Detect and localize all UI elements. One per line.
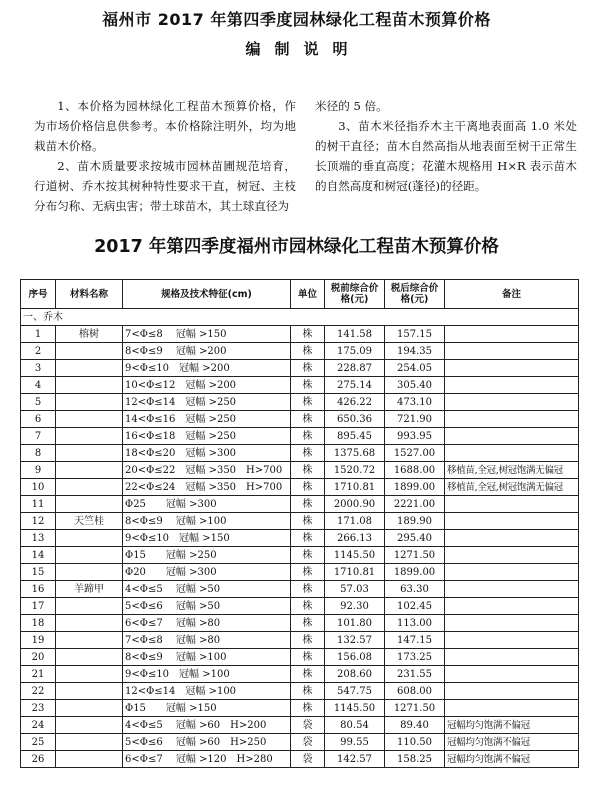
cell-pre-tax-price: 175.09 — [325, 343, 385, 360]
cell-material-name: 羊蹄甲 — [56, 581, 123, 598]
cell-note — [445, 632, 579, 649]
cell-no: 26 — [21, 751, 56, 768]
cell-note — [445, 700, 579, 717]
table-row — [21, 564, 579, 581]
cell-material-name — [56, 530, 123, 547]
header-pre-tax-price: 税前综合价格(元) — [325, 280, 385, 309]
cell-spec: 22<Φ≤24 冠幅 >350 H>700 — [123, 479, 291, 496]
header-no: 序号 — [21, 280, 56, 309]
table-row — [21, 428, 579, 445]
cell-material-name — [56, 394, 123, 411]
cell-pre-tax-price: 650.36 — [325, 411, 385, 428]
table-row — [21, 530, 579, 547]
table-row — [21, 649, 579, 666]
cell-note — [445, 326, 579, 343]
cell-spec: 5<Φ≤6 冠幅 >50 — [123, 598, 291, 615]
cell-unit: 株 — [291, 411, 325, 428]
cell-post-tax-price: 89.40 — [385, 717, 445, 734]
table-row — [21, 581, 579, 598]
cell-pre-tax-price: 142.57 — [325, 751, 385, 768]
cell-spec: 16<Φ≤18 冠幅 >250 — [123, 428, 291, 445]
cell-spec: 18<Φ≤20 冠幅 >300 — [123, 445, 291, 462]
cell-post-tax-price: 2221.00 — [385, 496, 445, 513]
cell-material-name — [56, 343, 123, 360]
cell-no: 5 — [21, 394, 56, 411]
cell-post-tax-price: 113.00 — [385, 615, 445, 632]
table-row — [21, 513, 579, 530]
cell-no: 20 — [21, 649, 56, 666]
cell-no: 22 — [21, 683, 56, 700]
cell-note — [445, 377, 579, 394]
cell-unit: 株 — [291, 564, 325, 581]
cell-note — [445, 581, 579, 598]
cell-material-name — [56, 547, 123, 564]
cell-no: 12 — [21, 513, 56, 530]
cell-no: 2 — [21, 343, 56, 360]
header-name: 材料名称 — [56, 280, 123, 309]
cell-note — [445, 428, 579, 445]
table-row — [21, 666, 579, 683]
cell-spec: Φ15 冠幅 >250 — [123, 547, 291, 564]
cell-note — [445, 394, 579, 411]
cell-unit: 株 — [291, 530, 325, 547]
notes-right-column — [315, 96, 577, 196]
cell-material-name — [56, 462, 123, 479]
cell-material-name — [56, 411, 123, 428]
document-title: 福州市 2017 年第四季度园林绿化工程苗木预算价格 — [102, 10, 491, 29]
cell-material-name — [56, 700, 123, 717]
table-row — [21, 598, 579, 615]
cell-pre-tax-price: 1710.81 — [325, 564, 385, 581]
cell-unit: 株 — [291, 547, 325, 564]
cell-unit: 株 — [291, 666, 325, 683]
cell-no: 14 — [21, 547, 56, 564]
cell-no: 15 — [21, 564, 56, 581]
cell-unit: 株 — [291, 513, 325, 530]
cell-pre-tax-price: 266.13 — [325, 530, 385, 547]
cell-no: 24 — [21, 717, 56, 734]
cell-pre-tax-price: 1520.72 — [325, 462, 385, 479]
cell-unit: 株 — [291, 394, 325, 411]
cell-post-tax-price: 63.30 — [385, 581, 445, 598]
cell-pre-tax-price: 426.22 — [325, 394, 385, 411]
cell-no: 21 — [21, 666, 56, 683]
cell-spec: 6<Φ≤7 冠幅 >80 — [123, 615, 291, 632]
cell-pre-tax-price: 80.54 — [325, 717, 385, 734]
cell-material-name — [56, 734, 123, 751]
cell-no: 9 — [21, 462, 56, 479]
cell-spec: 4<Φ≤5 冠幅 >60 H>200 — [123, 717, 291, 734]
cell-no: 4 — [21, 377, 56, 394]
cell-spec: 9<Φ≤10 冠幅 >150 — [123, 530, 291, 547]
cell-no: 18 — [21, 615, 56, 632]
cell-post-tax-price: 1899.00 — [385, 479, 445, 496]
table-row — [21, 394, 579, 411]
cell-no: 1 — [21, 326, 56, 343]
table-row — [21, 411, 579, 428]
cell-spec: 7<Φ≤8 冠幅 >150 — [123, 326, 291, 343]
cell-material-name — [56, 598, 123, 615]
cell-material-name — [56, 683, 123, 700]
cell-spec: 7<Φ≤8 冠幅 >80 — [123, 632, 291, 649]
cell-no: 13 — [21, 530, 56, 547]
cell-pre-tax-price: 92.30 — [325, 598, 385, 615]
cell-spec: 14<Φ≤16 冠幅 >250 — [123, 411, 291, 428]
cell-material-name — [56, 564, 123, 581]
cell-post-tax-price: 158.25 — [385, 751, 445, 768]
cell-post-tax-price: 1271.50 — [385, 700, 445, 717]
cell-unit: 株 — [291, 360, 325, 377]
cell-note — [445, 530, 579, 547]
cell-pre-tax-price: 57.03 — [325, 581, 385, 598]
cell-spec: 8<Φ≤9 冠幅 >100 — [123, 649, 291, 666]
note-paragraph-2: 2、苗木质量要求按城市园林苗圃规范培育，行道树、乔木按其树种特性要求干直，树冠、主枝分布匀称、无病虫害；带土球苗木，其土球直径为 — [34, 159, 296, 213]
cell-post-tax-price: 993.95 — [385, 428, 445, 445]
table-row — [21, 683, 579, 700]
page-header — [0, 8, 593, 58]
cell-spec: 5<Φ≤6 冠幅 >60 H>250 — [123, 734, 291, 751]
cell-unit: 株 — [291, 445, 325, 462]
cell-unit: 株 — [291, 428, 325, 445]
cell-post-tax-price: 1271.50 — [385, 547, 445, 564]
cell-post-tax-price: 254.05 — [385, 360, 445, 377]
table-row — [21, 377, 579, 394]
note-paragraph-2-continuation: 米径的 5 倍。 — [315, 99, 388, 113]
cell-pre-tax-price: 156.08 — [325, 649, 385, 666]
cell-pre-tax-price: 895.45 — [325, 428, 385, 445]
table-row — [21, 479, 579, 496]
cell-pre-tax-price: 1145.50 — [325, 547, 385, 564]
table-row — [21, 496, 579, 513]
table-row — [21, 547, 579, 564]
cell-spec: 12<Φ≤14 冠幅 >250 — [123, 394, 291, 411]
cell-material-name — [56, 615, 123, 632]
cell-post-tax-price: 194.35 — [385, 343, 445, 360]
cell-pre-tax-price: 132.57 — [325, 632, 385, 649]
table-row — [21, 751, 579, 768]
cell-note — [445, 496, 579, 513]
cell-material-name: 天竺桂 — [56, 513, 123, 530]
cell-unit: 袋 — [291, 734, 325, 751]
table-title: 2017 年第四季度福州市园林绿化工程苗木预算价格 — [94, 237, 499, 257]
cell-pre-tax-price: 228.87 — [325, 360, 385, 377]
cell-post-tax-price: 608.00 — [385, 683, 445, 700]
cell-note — [445, 360, 579, 377]
cell-pre-tax-price: 275.14 — [325, 377, 385, 394]
cell-unit: 株 — [291, 479, 325, 496]
cell-material-name — [56, 666, 123, 683]
cell-material-name — [56, 360, 123, 377]
section-row — [21, 309, 579, 326]
cell-spec: Φ25 冠幅 >300 — [123, 496, 291, 513]
cell-spec: 12<Φ≤14 冠幅 >100 — [123, 683, 291, 700]
cell-post-tax-price: 473.10 — [385, 394, 445, 411]
cell-post-tax-price: 1899.00 — [385, 564, 445, 581]
cell-unit: 株 — [291, 496, 325, 513]
cell-material-name — [56, 649, 123, 666]
cell-note: 移植苗,全冠,树冠饱满无偏冠 — [445, 462, 579, 479]
cell-pre-tax-price: 208.60 — [325, 666, 385, 683]
cell-spec: 20<Φ≤22 冠幅 >350 H>700 — [123, 462, 291, 479]
cell-no: 17 — [21, 598, 56, 615]
cell-post-tax-price: 102.45 — [385, 598, 445, 615]
cell-material-name — [56, 751, 123, 768]
table-body — [21, 309, 579, 768]
cell-note: 移植苗,全冠,树冠饱满无偏冠 — [445, 479, 579, 496]
notes-left-column — [34, 96, 296, 216]
cell-post-tax-price: 157.15 — [385, 326, 445, 343]
cell-pre-tax-price: 1710.81 — [325, 479, 385, 496]
cell-post-tax-price: 305.40 — [385, 377, 445, 394]
cell-post-tax-price: 295.40 — [385, 530, 445, 547]
cell-note — [445, 598, 579, 615]
cell-note — [445, 683, 579, 700]
cell-unit: 株 — [291, 343, 325, 360]
table-row — [21, 360, 579, 377]
cell-material-name — [56, 717, 123, 734]
cell-spec: 4<Φ≤5 冠幅 >50 — [123, 581, 291, 598]
table-row — [21, 343, 579, 360]
cell-spec: 8<Φ≤9 冠幅 >200 — [123, 343, 291, 360]
cell-note — [445, 513, 579, 530]
note-paragraph-1: 1、本价格为园林绿化工程苗木预算价格，作为市场价格信息供参考。本价格除注明外，均为地栽苗木价格。 — [34, 99, 296, 153]
cell-material-name — [56, 496, 123, 513]
cell-unit: 袋 — [291, 717, 325, 734]
cell-unit: 株 — [291, 462, 325, 479]
table-row — [21, 326, 579, 343]
table-row — [21, 717, 579, 734]
cell-pre-tax-price: 1145.50 — [325, 700, 385, 717]
cell-post-tax-price: 173.25 — [385, 649, 445, 666]
price-table — [20, 279, 579, 768]
cell-pre-tax-price: 1375.68 — [325, 445, 385, 462]
cell-note: 冠幅均匀饱满不偏冠 — [445, 717, 579, 734]
cell-material-name — [56, 479, 123, 496]
cell-no: 25 — [21, 734, 56, 751]
cell-post-tax-price: 231.55 — [385, 666, 445, 683]
cell-post-tax-price: 1688.00 — [385, 462, 445, 479]
table-header-row — [21, 280, 579, 309]
cell-material-name — [56, 632, 123, 649]
cell-unit: 株 — [291, 615, 325, 632]
cell-no: 19 — [21, 632, 56, 649]
cell-unit: 株 — [291, 632, 325, 649]
cell-spec: 9<Φ≤10 冠幅 >100 — [123, 666, 291, 683]
note-paragraph-3: 3、苗木米径指乔木主干离地表面高 1.0 米处的树干直径；苗木自然高指从地表面至树干正常生长顶端的垂直高度；花灌木规格用 H×R 表示苗木的自然高度和树冠(蓬径)的径距。 — [315, 119, 577, 193]
cell-post-tax-price: 1527.00 — [385, 445, 445, 462]
cell-pre-tax-price: 171.08 — [325, 513, 385, 530]
table-row — [21, 734, 579, 751]
cell-spec: 9<Φ≤10 冠幅 >200 — [123, 360, 291, 377]
cell-pre-tax-price: 2000.90 — [325, 496, 385, 513]
cell-note — [445, 411, 579, 428]
cell-no: 3 — [21, 360, 56, 377]
cell-unit: 株 — [291, 377, 325, 394]
cell-note — [445, 649, 579, 666]
cell-post-tax-price: 189.90 — [385, 513, 445, 530]
cell-note: 冠幅均匀饱满不偏冠 — [445, 734, 579, 751]
cell-unit: 株 — [291, 683, 325, 700]
header-note: 备注 — [445, 280, 579, 309]
cell-unit: 株 — [291, 326, 325, 343]
cell-post-tax-price: 721.90 — [385, 411, 445, 428]
cell-note: 冠幅均匀饱满不偏冠 — [445, 751, 579, 768]
cell-unit: 株 — [291, 581, 325, 598]
header-unit: 单位 — [291, 280, 325, 309]
cell-material-name — [56, 377, 123, 394]
header-post-tax-price: 税后综合价格(元) — [385, 280, 445, 309]
cell-spec: 6<Φ≤7 冠幅 >120 H>280 — [123, 751, 291, 768]
table-row — [21, 700, 579, 717]
cell-no: 11 — [21, 496, 56, 513]
cell-pre-tax-price: 547.75 — [325, 683, 385, 700]
table-row — [21, 615, 579, 632]
cell-pre-tax-price: 141.58 — [325, 326, 385, 343]
section-label: 一、乔木 — [21, 309, 579, 326]
cell-no: 23 — [21, 700, 56, 717]
cell-note — [445, 445, 579, 462]
cell-no: 16 — [21, 581, 56, 598]
cell-material-name — [56, 428, 123, 445]
cell-note — [445, 564, 579, 581]
header-spec: 规格及技术特征(cm) — [123, 280, 291, 309]
cell-spec: 8<Φ≤9 冠幅 >100 — [123, 513, 291, 530]
cell-unit: 株 — [291, 649, 325, 666]
cell-pre-tax-price: 101.80 — [325, 615, 385, 632]
cell-post-tax-price: 110.50 — [385, 734, 445, 751]
cell-no: 10 — [21, 479, 56, 496]
cell-note — [445, 343, 579, 360]
table-row — [21, 632, 579, 649]
cell-note — [445, 547, 579, 564]
cell-material-name — [56, 445, 123, 462]
cell-no: 6 — [21, 411, 56, 428]
cell-note — [445, 666, 579, 683]
document-subtitle: 编制说明 — [245, 40, 362, 58]
cell-spec: Φ15 冠幅 >150 — [123, 700, 291, 717]
cell-material-name: 榕树 — [56, 326, 123, 343]
cell-no: 8 — [21, 445, 56, 462]
cell-unit: 株 — [291, 598, 325, 615]
cell-unit: 株 — [291, 700, 325, 717]
cell-spec: Φ20 冠幅 >300 — [123, 564, 291, 581]
cell-note — [445, 615, 579, 632]
cell-no: 7 — [21, 428, 56, 445]
cell-unit: 袋 — [291, 751, 325, 768]
cell-pre-tax-price: 99.55 — [325, 734, 385, 751]
table-row — [21, 445, 579, 462]
cell-spec: 10<Φ≤12 冠幅 >200 — [123, 377, 291, 394]
table-row — [21, 462, 579, 479]
cell-post-tax-price: 147.15 — [385, 632, 445, 649]
